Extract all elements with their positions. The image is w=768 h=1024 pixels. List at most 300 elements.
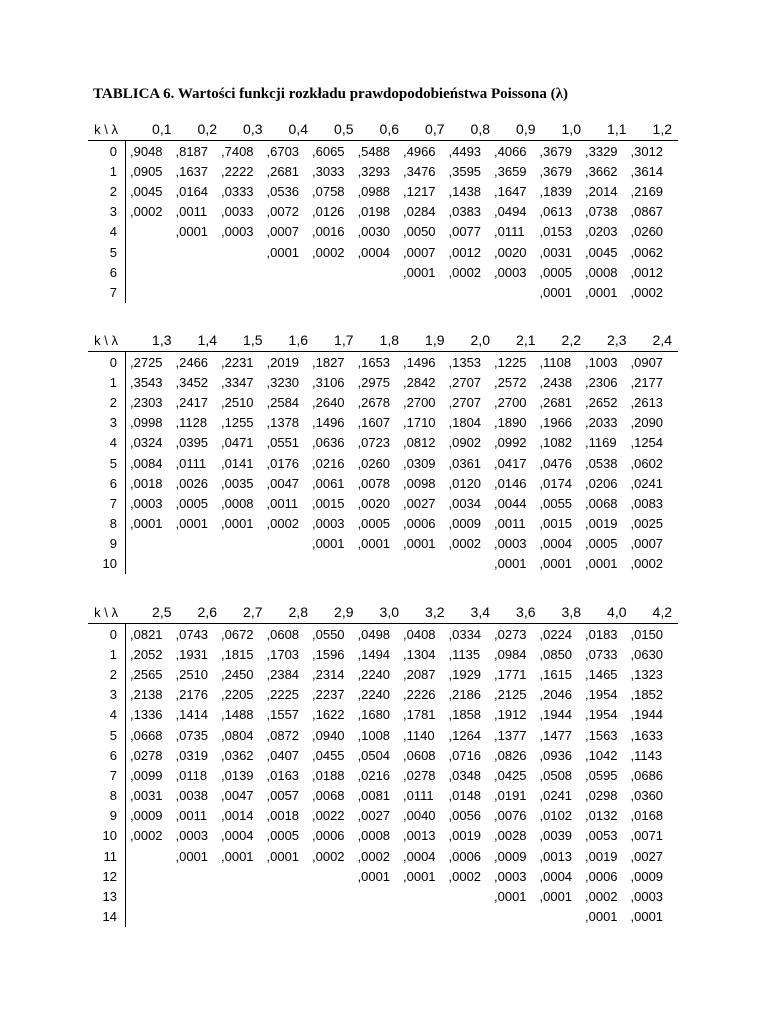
probability-cell — [494, 285, 540, 300]
probability-cell: ,1304 — [403, 646, 436, 662]
probability-cell: ,0005 — [175, 495, 209, 511]
poisson-table-3 — [88, 601, 678, 927]
probability-cell: ,0005 — [585, 536, 618, 552]
table-row — [88, 433, 678, 453]
probability-cell: ,0004 — [539, 536, 573, 552]
k-value: 6 — [88, 262, 126, 282]
k-value: 13 — [88, 886, 126, 906]
table-row — [88, 514, 678, 534]
lambda-header: 0,6 — [379, 121, 399, 137]
lambda-header: 4,0 — [607, 604, 627, 620]
probability-cell: ,0002 — [448, 536, 482, 552]
corner-label: k \ λ — [94, 604, 118, 620]
probability-cell: ,0031 — [130, 788, 163, 804]
probability-cell: ,2438 — [539, 374, 573, 390]
probability-cell: ,0126 — [312, 204, 345, 220]
k-value: 6 — [88, 473, 126, 493]
probability-cell: ,0004 — [403, 848, 436, 864]
probability-cell: ,3347 — [221, 374, 254, 390]
probability-cell: ,0002 — [448, 868, 482, 884]
table-row — [88, 493, 678, 513]
probability-cell: ,2226 — [403, 687, 436, 703]
table-header-row — [88, 329, 678, 352]
probability-cell: ,2466 — [175, 354, 209, 370]
probability-cell: ,1323 — [630, 666, 664, 682]
probability-cell: ,1169 — [585, 435, 617, 451]
table-header-row — [88, 601, 678, 624]
probability-cell: ,0686 — [630, 767, 664, 783]
probability-cell: ,0002 — [357, 848, 391, 864]
probability-cell: ,2176 — [175, 687, 209, 703]
probability-cell — [540, 909, 586, 924]
probability-cell: ,3595 — [448, 163, 482, 179]
probability-cell: ,0120 — [448, 475, 482, 491]
probability-cell: ,1954 — [585, 707, 618, 723]
probability-cell: ,1771 — [494, 666, 527, 682]
probability-cell: ,2225 — [266, 687, 300, 703]
probability-cell: ,0735 — [175, 727, 209, 743]
probability-cell: ,0001 — [266, 848, 300, 864]
probability-cell: ,0383 — [448, 204, 482, 220]
table-row — [88, 473, 678, 493]
probability-cell: ,0733 — [585, 646, 618, 662]
probability-cell: ,0001 — [630, 909, 664, 925]
probability-cell: ,0047 — [221, 788, 254, 804]
table-row — [88, 664, 678, 684]
k-value: 1 — [88, 644, 126, 664]
probability-cell: ,1378 — [266, 415, 300, 431]
probability-cell: ,1140 — [403, 727, 435, 743]
probability-cell: ,0494 — [494, 204, 527, 220]
k-value: 7 — [88, 765, 126, 785]
probability-cell: ,0630 — [630, 646, 664, 662]
probability-cell: ,2014 — [585, 183, 618, 199]
probability-cell: ,0992 — [494, 435, 527, 451]
probability-cell: ,3329 — [585, 143, 618, 159]
probability-cell — [130, 849, 176, 864]
table-row — [88, 181, 678, 201]
table-row — [88, 765, 678, 785]
table-row — [88, 846, 678, 866]
probability-cell: ,0006 — [312, 828, 345, 844]
probability-cell — [358, 889, 404, 904]
probability-cell: ,1954 — [585, 687, 618, 703]
probability-cell: ,0012 — [630, 264, 664, 280]
probability-cell: ,0011 — [175, 204, 208, 220]
probability-cell: ,0003 — [221, 224, 254, 240]
probability-cell: ,0002 — [266, 516, 300, 532]
probability-cell: ,3659 — [494, 163, 527, 179]
probability-cell: ,3662 — [585, 163, 618, 179]
probability-cell: ,0001 — [403, 868, 436, 884]
k-value: 0 — [88, 624, 126, 644]
probability-cell: ,0006 — [403, 516, 436, 532]
probability-cell: ,2090 — [630, 415, 664, 431]
probability-cell: ,0348 — [448, 767, 482, 783]
probability-cell: ,2700 — [403, 394, 436, 410]
probability-cell: ,0040 — [403, 808, 436, 824]
table-row — [88, 392, 678, 412]
probability-cell: ,1465 — [585, 666, 618, 682]
probability-cell: ,0033 — [221, 204, 254, 220]
probability-cell: ,1496 — [403, 354, 436, 370]
probability-cell: ,1042 — [585, 747, 618, 763]
probability-cell: ,1858 — [448, 707, 482, 723]
probability-cell: ,1264 — [448, 727, 482, 743]
probability-cell: ,1008 — [357, 727, 391, 743]
k-value: 2 — [88, 664, 126, 684]
probability-cell: ,0164 — [175, 183, 209, 199]
probability-cell: ,0206 — [585, 475, 618, 491]
probability-cell: ,1703 — [266, 646, 300, 662]
table-row — [88, 786, 678, 806]
lambda-header: 3,8 — [561, 604, 581, 620]
probability-cell — [267, 889, 313, 904]
probability-cell: ,1633 — [630, 727, 664, 743]
probability-cell: ,0471 — [221, 435, 254, 451]
probability-cell: ,0002 — [130, 204, 163, 220]
probability-cell: ,2510 — [175, 666, 209, 682]
probability-cell — [312, 556, 358, 571]
probability-cell: ,2565 — [130, 666, 163, 682]
probability-cell: ,3106 — [312, 374, 345, 390]
lambda-header: 2,2 — [561, 332, 581, 348]
lambda-header: 3,2 — [425, 604, 445, 620]
probability-cell: ,2240 — [357, 666, 391, 682]
k-value: 4 — [88, 705, 126, 725]
probability-cell: ,0324 — [130, 435, 163, 451]
table-row — [88, 534, 678, 554]
probability-cell: ,0163 — [266, 767, 300, 783]
probability-cell: ,0498 — [357, 626, 391, 642]
probability-cell: ,0333 — [221, 183, 254, 199]
probability-cell: ,0011 — [175, 808, 208, 824]
probability-cell: ,2019 — [266, 354, 300, 370]
probability-cell: ,0068 — [312, 788, 345, 804]
lambda-header: 1,4 — [197, 332, 217, 348]
probability-cell: ,1680 — [357, 707, 391, 723]
probability-cell: ,0132 — [585, 808, 618, 824]
lambda-header: 0,4 — [288, 121, 308, 137]
probability-cell: ,0716 — [448, 747, 482, 763]
k-value: 5 — [88, 725, 126, 745]
probability-cell: ,0001 — [221, 516, 254, 532]
probability-cell: ,1596 — [312, 646, 345, 662]
probability-cell: ,2306 — [585, 374, 618, 390]
probability-cell: ,1003 — [585, 354, 618, 370]
probability-cell: ,1615 — [539, 666, 573, 682]
probability-cell: ,0003 — [130, 495, 163, 511]
probability-cell: ,2707 — [448, 394, 482, 410]
probability-cell — [449, 556, 495, 571]
probability-cell — [130, 889, 176, 904]
k-value: 10 — [88, 554, 126, 574]
k-value: 11 — [88, 846, 126, 866]
table-row — [88, 554, 678, 574]
probability-cell: ,2975 — [357, 374, 391, 390]
k-value: 7 — [88, 493, 126, 513]
probability-cell: ,3033 — [312, 163, 345, 179]
probability-cell: ,0019 — [585, 516, 618, 532]
probability-cell: ,4493 — [448, 143, 482, 159]
probability-cell — [358, 285, 404, 300]
lambda-header: 1,3 — [152, 332, 172, 348]
probability-cell: ,0198 — [357, 204, 391, 220]
probability-cell: ,0595 — [585, 767, 618, 783]
probability-cell: ,3293 — [357, 163, 391, 179]
lambda-header: 1,2 — [652, 121, 672, 137]
probability-cell: ,0668 — [130, 727, 163, 743]
probability-cell: ,0003 — [494, 264, 527, 280]
probability-cell: ,0034 — [448, 495, 482, 511]
probability-cell: ,1488 — [221, 707, 254, 723]
probability-cell: ,3614 — [630, 163, 664, 179]
probability-cell: ,0002 — [585, 889, 618, 905]
probability-cell: ,0998 — [130, 415, 163, 431]
probability-cell: ,0099 — [130, 767, 163, 783]
k-value: 10 — [88, 826, 126, 846]
probability-cell: ,0001 — [357, 536, 391, 552]
probability-cell: ,0538 — [585, 455, 618, 471]
probability-cell: ,0011 — [266, 495, 299, 511]
probability-cell: ,0812 — [403, 435, 436, 451]
lambda-header: 2,0 — [470, 332, 490, 348]
probability-cell: ,0608 — [266, 626, 300, 642]
table-row — [88, 161, 678, 181]
k-value: 14 — [88, 907, 126, 927]
probability-cell: ,0027 — [403, 495, 436, 511]
probability-cell: ,0417 — [494, 455, 527, 471]
k-value: 0 — [88, 141, 126, 161]
probability-cell: ,1108 — [539, 354, 572, 370]
k-value: 8 — [88, 514, 126, 534]
probability-cell: ,2725 — [130, 354, 163, 370]
probability-cell: ,0027 — [630, 848, 664, 864]
probability-cell: ,0027 — [357, 808, 391, 824]
probability-cell: ,0002 — [312, 848, 345, 864]
page-title: TABLICA 6. Wartości funkcji rozkładu prawdopodobieństwa Poissona (λ) — [93, 86, 568, 102]
probability-cell: ,1890 — [494, 415, 527, 431]
probability-cell: ,0743 — [175, 626, 209, 642]
probability-cell: ,0045 — [130, 183, 163, 199]
probability-cell: ,0613 — [539, 204, 573, 220]
probability-cell: ,0153 — [539, 224, 573, 240]
probability-cell: ,0334 — [448, 626, 482, 642]
probability-cell: ,0009 — [130, 808, 163, 824]
probability-cell — [130, 869, 176, 884]
table-row — [88, 282, 678, 302]
lambda-header: 1,6 — [288, 332, 308, 348]
probability-cell: ,0188 — [312, 767, 345, 783]
table-row — [88, 826, 678, 846]
probability-cell: ,0940 — [312, 727, 345, 743]
probability-cell: ,0260 — [630, 224, 664, 240]
probability-cell — [130, 265, 176, 280]
probability-cell: ,0047 — [266, 475, 300, 491]
probability-cell: ,0013 — [403, 828, 436, 844]
probability-cell: ,2681 — [539, 394, 573, 410]
table-row — [88, 866, 678, 886]
probability-cell: ,0001 — [494, 889, 527, 905]
probability-cell: ,0550 — [312, 626, 345, 642]
k-value: 6 — [88, 745, 126, 765]
probability-cell: ,0183 — [585, 626, 618, 642]
probability-cell: ,2303 — [130, 394, 163, 410]
probability-cell: ,0077 — [448, 224, 482, 240]
table-row — [88, 806, 678, 826]
probability-cell: ,1254 — [630, 435, 664, 451]
k-value: 3 — [88, 685, 126, 705]
probability-cell: ,0361 — [448, 455, 482, 471]
probability-cell — [267, 556, 313, 571]
probability-cell: ,0084 — [130, 455, 163, 471]
probability-cell — [312, 265, 358, 280]
k-value: 3 — [88, 202, 126, 222]
probability-cell: ,1912 — [494, 707, 527, 723]
probability-cell: ,0002 — [630, 284, 664, 300]
probability-cell: ,2222 — [221, 163, 254, 179]
probability-cell: ,1931 — [175, 646, 209, 662]
probability-cell: ,0216 — [357, 767, 391, 783]
probability-cell: ,0081 — [357, 788, 391, 804]
probability-cell: ,1929 — [448, 666, 482, 682]
probability-cell: ,1839 — [539, 183, 573, 199]
probability-cell: ,0241 — [630, 475, 664, 491]
probability-cell: ,0055 — [539, 495, 573, 511]
probability-cell — [494, 909, 540, 924]
probability-cell — [130, 224, 176, 239]
probability-cell: ,0035 — [221, 475, 254, 491]
probability-cell: ,0098 — [403, 475, 436, 491]
probability-cell — [130, 536, 176, 551]
probability-cell: ,1336 — [130, 707, 163, 723]
lambda-header: 1,8 — [379, 332, 399, 348]
probability-cell: ,0009 — [630, 868, 664, 884]
probability-cell: ,1353 — [448, 354, 482, 370]
probability-cell: ,0013 — [539, 848, 573, 864]
lambda-header: 0,3 — [243, 121, 263, 137]
probability-cell: ,0083 — [630, 495, 664, 511]
lambda-header: 1,0 — [561, 121, 581, 137]
k-value: 4 — [88, 222, 126, 242]
lambda-header: 2,9 — [334, 604, 354, 620]
probability-cell: ,0061 — [312, 475, 345, 491]
probability-cell: ,1135 — [448, 646, 481, 662]
probability-cell: ,1225 — [494, 354, 527, 370]
probability-cell: ,2186 — [448, 687, 482, 703]
probability-cell: ,0758 — [312, 183, 345, 199]
probability-cell: ,0018 — [266, 808, 300, 824]
table-row — [88, 222, 678, 242]
probability-cell: ,1496 — [312, 415, 345, 431]
probability-cell: ,0001 — [494, 556, 527, 572]
probability-cell: ,0004 — [357, 244, 391, 260]
probability-cell: ,0408 — [403, 626, 436, 642]
lambda-header: 2,3 — [607, 332, 627, 348]
probability-cell: ,0001 — [539, 556, 573, 572]
probability-cell: ,0118 — [175, 767, 208, 783]
probability-cell: ,0003 — [630, 889, 664, 905]
probability-cell — [130, 556, 176, 571]
probability-cell: ,0007 — [403, 244, 436, 260]
probability-cell: ,0068 — [585, 495, 618, 511]
probability-cell: ,0826 — [494, 747, 527, 763]
probability-cell: ,0001 — [266, 244, 300, 260]
probability-cell: ,0014 — [221, 808, 254, 824]
probability-cell: ,0146 — [494, 475, 527, 491]
lambda-header: 1,7 — [334, 332, 354, 348]
table-header-row — [88, 118, 678, 141]
probability-cell: ,0008 — [357, 828, 391, 844]
lambda-header: 3,6 — [516, 604, 536, 620]
probability-cell: ,0001 — [585, 909, 618, 925]
probability-cell — [221, 265, 267, 280]
table-row — [88, 242, 678, 262]
probability-cell: ,1653 — [357, 354, 391, 370]
probability-cell: ,0057 — [266, 788, 300, 804]
probability-cell — [267, 869, 313, 884]
table-row — [88, 644, 678, 664]
probability-cell: ,0004 — [539, 868, 573, 884]
probability-cell: ,0850 — [539, 646, 573, 662]
probability-cell: ,0319 — [175, 747, 209, 763]
probability-cell: ,0078 — [357, 475, 391, 491]
table-row — [88, 725, 678, 745]
probability-cell: ,0076 — [494, 808, 527, 824]
probability-cell: ,0191 — [494, 788, 527, 804]
probability-cell: ,0039 — [539, 828, 573, 844]
probability-cell: ,0003 — [312, 516, 345, 532]
probability-cell: ,1637 — [175, 163, 209, 179]
probability-cell: ,0174 — [539, 475, 573, 491]
k-value: 2 — [88, 392, 126, 412]
probability-cell: ,0045 — [585, 244, 618, 260]
probability-cell: ,0018 — [130, 475, 163, 491]
probability-cell — [176, 869, 222, 884]
probability-cell: ,0425 — [494, 767, 527, 783]
probability-cell: ,0148 — [448, 788, 482, 804]
table-row — [88, 352, 678, 372]
k-value: 2 — [88, 181, 126, 201]
probability-cell: ,0001 — [403, 536, 436, 552]
probability-cell — [221, 869, 267, 884]
probability-cell: ,0071 — [630, 828, 664, 844]
probability-cell: ,0004 — [221, 828, 254, 844]
probability-cell — [267, 265, 313, 280]
k-value: 9 — [88, 534, 126, 554]
probability-cell: ,0001 — [357, 868, 391, 884]
probability-cell: ,0504 — [357, 747, 391, 763]
probability-cell: ,2231 — [221, 354, 254, 370]
k-value: 9 — [88, 806, 126, 826]
table-row — [88, 624, 678, 644]
table-row — [88, 141, 678, 161]
probability-cell: ,1377 — [494, 727, 527, 743]
probability-cell: ,0872 — [266, 727, 300, 743]
probability-cell — [449, 889, 495, 904]
probability-cell: ,1255 — [221, 415, 254, 431]
probability-cell: ,1944 — [539, 707, 573, 723]
probability-cell: ,6065 — [312, 143, 345, 159]
probability-cell: ,2678 — [357, 394, 391, 410]
lambda-header: 2,5 — [152, 604, 172, 620]
probability-cell: ,0012 — [448, 244, 482, 260]
lambda-header: 2,1 — [516, 332, 536, 348]
probability-cell: ,0907 — [630, 354, 664, 370]
lambda-header: 2,8 — [288, 604, 308, 620]
probability-cell: ,2707 — [448, 374, 482, 390]
lambda-header: 0,1 — [152, 121, 172, 137]
